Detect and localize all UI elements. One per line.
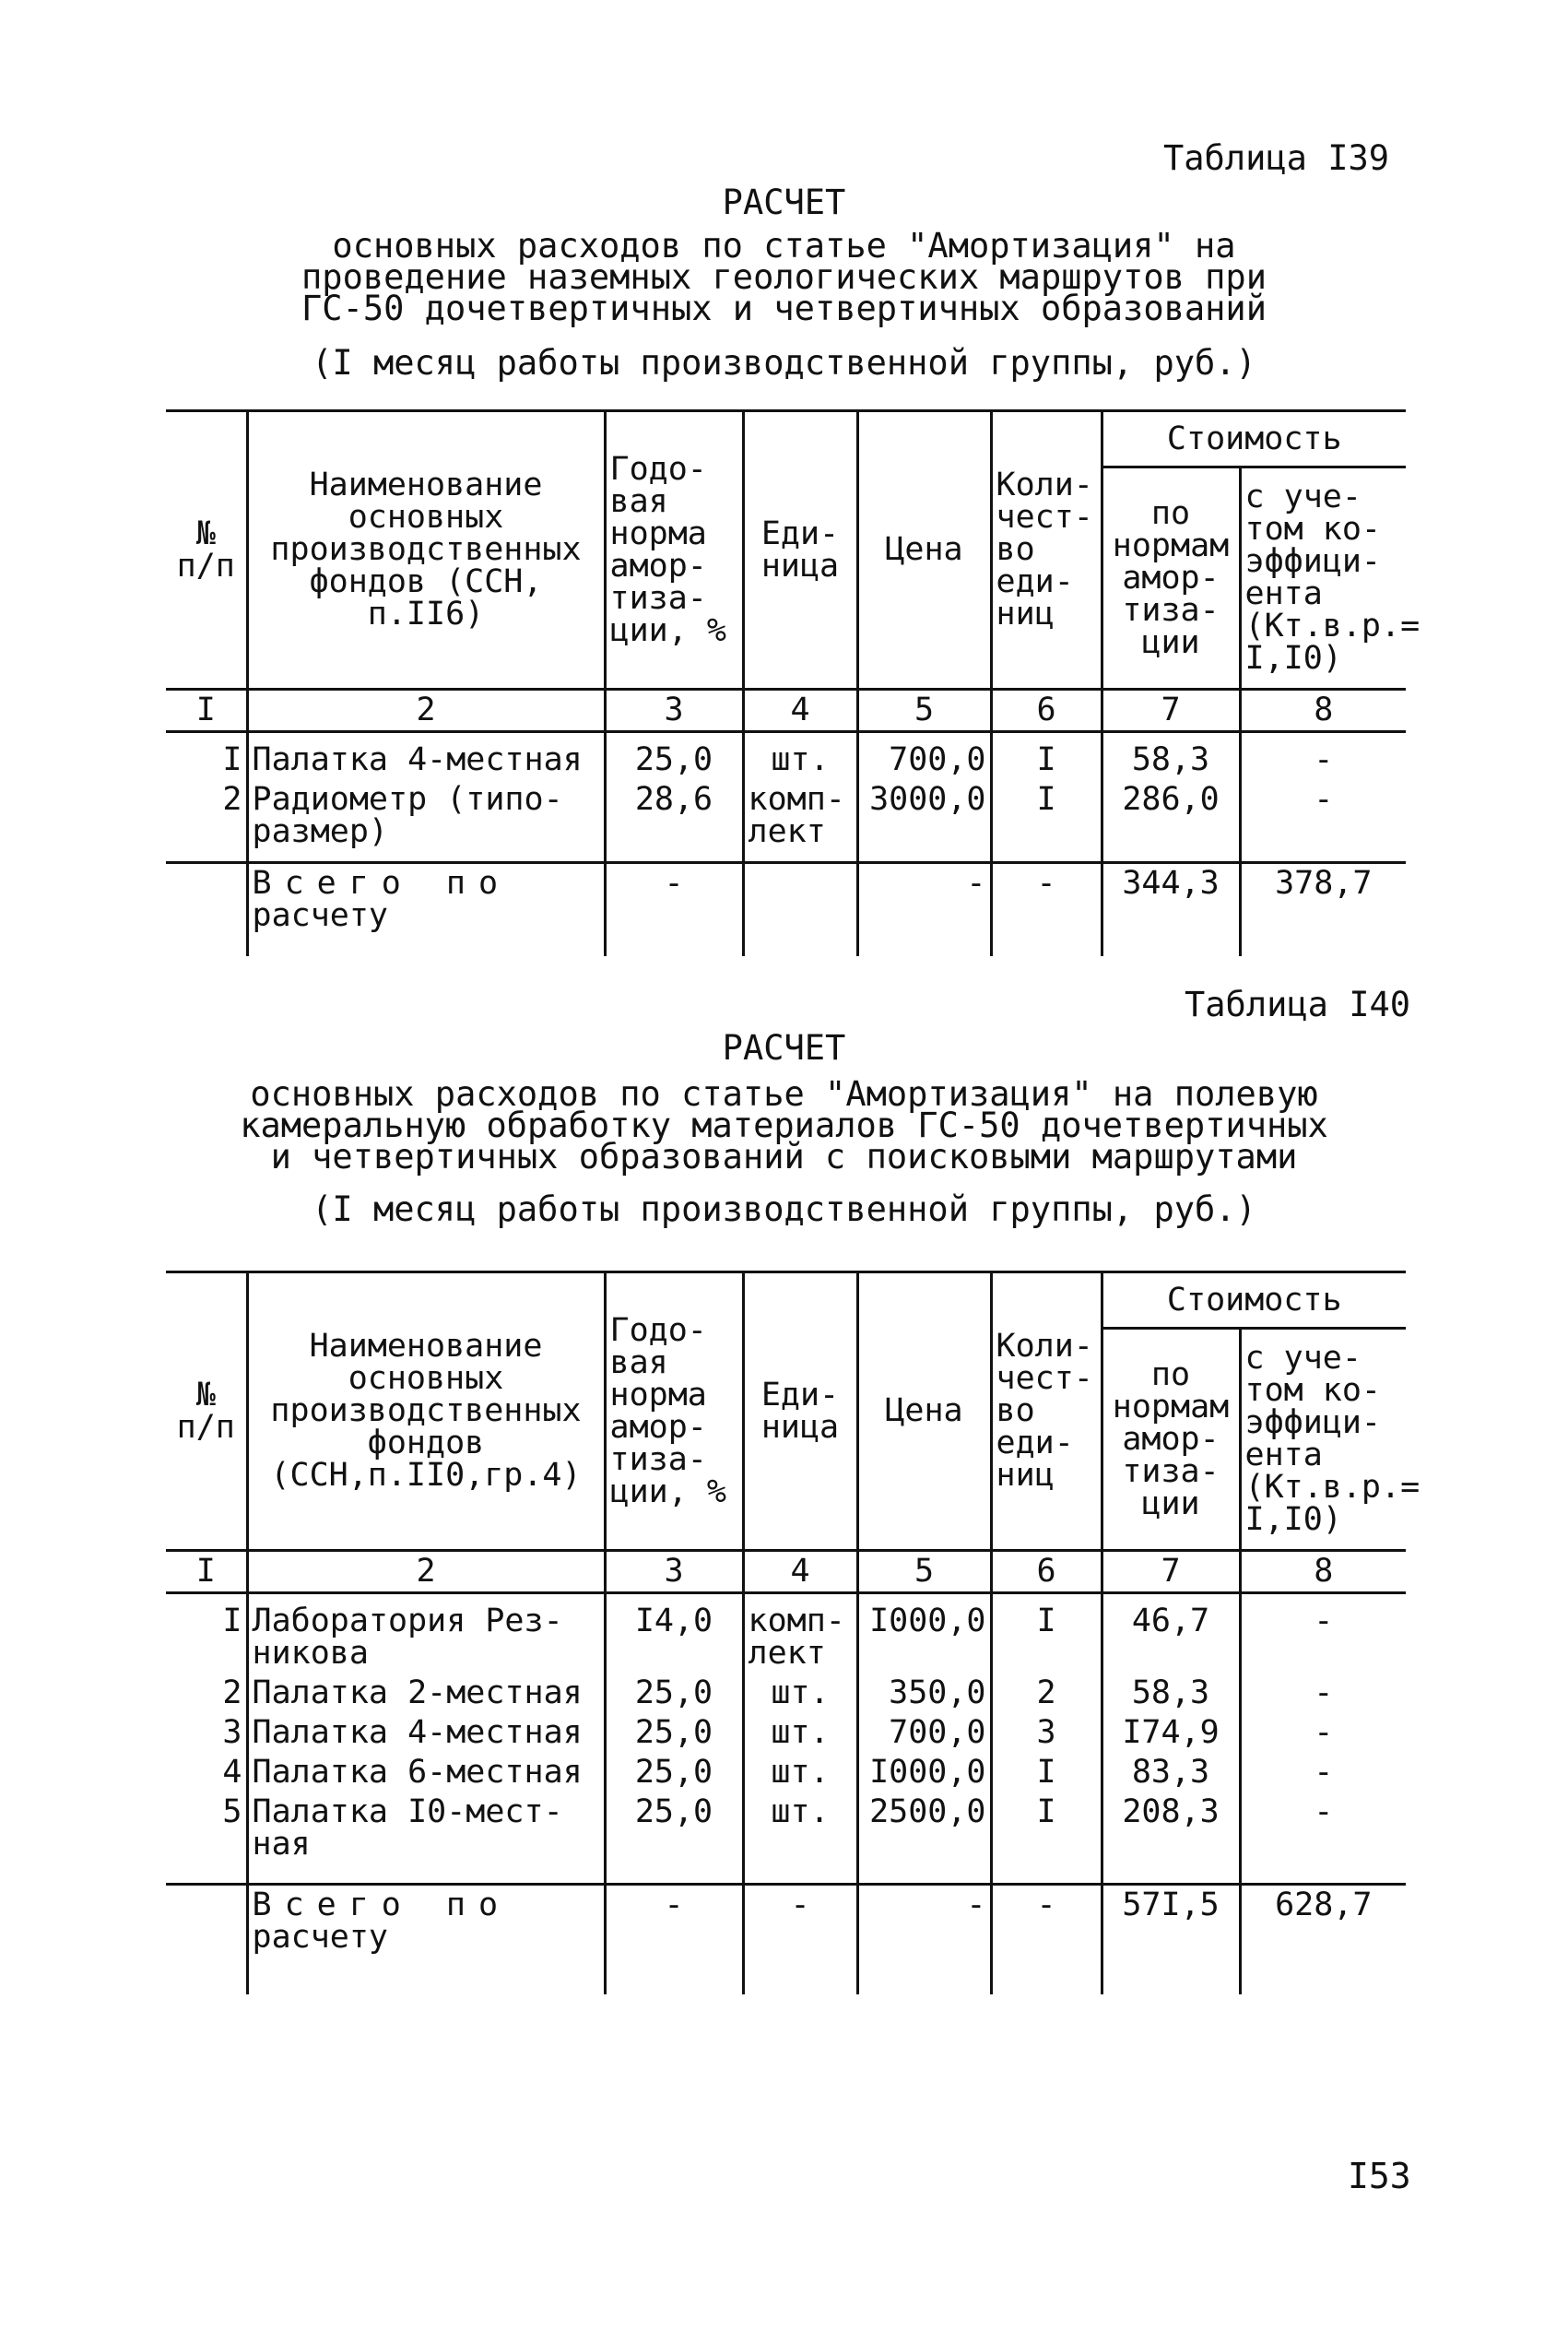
- total-norm: -: [605, 1885, 743, 1995]
- table-row: [166, 1593, 1406, 1674]
- table-140-subtitle-2: камеральную обработку материалов ГС-50 дочетвертичных: [240, 1106, 1328, 1145]
- table-row: [166, 1792, 1406, 1885]
- col-number: 7: [1102, 690, 1240, 732]
- header-price: Цена: [857, 1272, 991, 1551]
- col-number: 5: [857, 1551, 991, 1593]
- col-number: I: [166, 690, 247, 732]
- col-number: 4: [743, 690, 857, 732]
- row-cost: 58,3: [1102, 1674, 1240, 1713]
- row-coef: -: [1240, 1593, 1406, 1674]
- table-140-subtitle-3: и четвертичных образований с поисковыми маршрутами: [270, 1137, 1298, 1177]
- table-row: [166, 1713, 1406, 1753]
- header-num: № п/п: [166, 411, 247, 690]
- header-cost: Стоимость: [1102, 411, 1406, 467]
- col-number: 3: [605, 1551, 743, 1593]
- row-cost: 286,0: [1102, 780, 1240, 863]
- row-number: 2: [166, 1674, 247, 1713]
- row-unit: шт.: [743, 1792, 857, 1885]
- row-norm: 25,0: [605, 1713, 743, 1753]
- table-139-heading: РАСЧЕТ: [722, 183, 846, 222]
- row-cost: I74,9: [1102, 1713, 1240, 1753]
- col-number: I: [166, 1551, 247, 1593]
- row-unit: комп-лект: [743, 1593, 857, 1674]
- total-coef: 378,7: [1240, 863, 1406, 957]
- total-norm: -: [605, 863, 743, 957]
- total-coef: 628,7: [1240, 1885, 1406, 1995]
- table-139-subtitle-1: основных расходов по статье "Амортизация" на: [332, 226, 1236, 266]
- header-num: № п/п: [166, 1272, 247, 1551]
- header-cost-norm: по нормам амор-тиза-ции: [1102, 467, 1240, 690]
- row-unit: шт.: [743, 732, 857, 781]
- header-unit: Еди-ница: [743, 411, 857, 690]
- row-coef: -: [1240, 1713, 1406, 1753]
- col-number: 7: [1102, 1551, 1240, 1593]
- table-139-subtitle-3: ГС-50 дочетвертичных и четвертичных образований: [301, 289, 1267, 328]
- row-cost: 58,3: [1102, 732, 1240, 781]
- col-number: 2: [247, 1551, 605, 1593]
- row-number: 2: [166, 780, 247, 863]
- header-norm: Годо-вая норма амор-тиза-ции, %: [605, 1272, 743, 1551]
- row-price: I000,0: [857, 1593, 991, 1674]
- header-name: Наименование основных производственных фондов (ССН,п.II0,гр.4): [247, 1272, 605, 1551]
- row-price: 2500,0: [857, 1792, 991, 1885]
- col-number: 5: [857, 690, 991, 732]
- table-row: [166, 780, 1406, 863]
- row-coef: -: [1240, 1753, 1406, 1792]
- total-label: Всего по: [252, 1886, 512, 1923]
- row-name: Палатка 4-местная: [247, 732, 605, 781]
- total-unit: [743, 863, 857, 957]
- row-number: I: [166, 732, 247, 781]
- table-row: [166, 1674, 1406, 1713]
- table-140-label: Таблица I40: [1185, 985, 1411, 1024]
- table-140-heading: РАСЧЕТ: [722, 1028, 846, 1068]
- total-label-2: расчету: [252, 1919, 389, 1956]
- row-cost: 83,3: [1102, 1753, 1240, 1792]
- row-name: Радиометр (типо-размер): [247, 780, 605, 863]
- header-price: Цена: [857, 411, 991, 690]
- header-cost-coef: с уче-том ко-эффици-ента (Кт.в.р.= I,I0): [1240, 1329, 1406, 1551]
- header-name: Наименование основных производственных фондов (ССН, п.II6): [247, 411, 605, 690]
- row-number: 4: [166, 1753, 247, 1792]
- total-price: -: [857, 1885, 991, 1995]
- table-139-period: (I месяц работы производственной группы, руб.): [312, 343, 1256, 383]
- total-unit: -: [743, 1885, 857, 1995]
- row-name: Палатка 2-местная: [247, 1674, 605, 1713]
- table-139-label: Таблица I39: [1163, 138, 1390, 178]
- table-row: [166, 1753, 1406, 1792]
- total-label: Всего по: [252, 865, 512, 902]
- row-norm: 25,0: [605, 1753, 743, 1792]
- row-name: Палатка I0-мест-ная: [247, 1792, 605, 1885]
- table-140-period: (I месяц работы производственной группы, руб.): [312, 1189, 1256, 1229]
- row-name: Лаборатория Рез-никова: [247, 1593, 605, 1674]
- row-coef: -: [1240, 780, 1406, 863]
- row-unit: шт.: [743, 1713, 857, 1753]
- row-qty: I: [991, 1593, 1102, 1674]
- header-unit: Еди-ница: [743, 1272, 857, 1551]
- row-number: 5: [166, 1792, 247, 1885]
- row-qty: 3: [991, 1713, 1102, 1753]
- col-number: 8: [1240, 1551, 1406, 1593]
- row-norm: I4,0: [605, 1593, 743, 1674]
- total-price: -: [857, 863, 991, 957]
- table-row: [166, 732, 1406, 781]
- table-139-subtitle-2: проведение наземных геологических маршрутов при: [301, 257, 1267, 297]
- row-unit: комп-лект: [743, 780, 857, 863]
- header-qty: Коли-чест-во еди-ниц: [991, 1272, 1102, 1551]
- row-unit: шт.: [743, 1753, 857, 1792]
- col-number: 6: [991, 1551, 1102, 1593]
- row-number: 3: [166, 1713, 247, 1753]
- row-number: I: [166, 1593, 247, 1674]
- total-row: [166, 1885, 1406, 1995]
- row-price: 700,0: [857, 732, 991, 781]
- row-coef: -: [1240, 1792, 1406, 1885]
- header-cost-norm: по нормам амор-тиза-ции: [1102, 1329, 1240, 1551]
- header-norm: Годо-вая норма амор-тиза-ции, %: [605, 411, 743, 690]
- header-cost: Стоимость: [1102, 1272, 1406, 1329]
- row-unit: шт.: [743, 1674, 857, 1713]
- header-qty: Коли-чест-во еди-ниц: [991, 411, 1102, 690]
- col-number: 6: [991, 690, 1102, 732]
- row-qty: I: [991, 1753, 1102, 1792]
- row-price: 700,0: [857, 1713, 991, 1753]
- col-number: 4: [743, 1551, 857, 1593]
- header-cost-coef: с уче-том ко-эффици-ента (Кт.в.р.= I,I0): [1240, 467, 1406, 690]
- row-qty: I: [991, 1792, 1102, 1885]
- row-price: I000,0: [857, 1753, 991, 1792]
- row-norm: 25,0: [605, 732, 743, 781]
- row-coef: -: [1240, 1674, 1406, 1713]
- page-number: I53: [1348, 2156, 1411, 2196]
- col-number: 2: [247, 690, 605, 732]
- row-norm: 28,6: [605, 780, 743, 863]
- row-price: 350,0: [857, 1674, 991, 1713]
- row-coef: -: [1240, 732, 1406, 781]
- row-cost: 208,3: [1102, 1792, 1240, 1885]
- row-qty: I: [991, 780, 1102, 863]
- total-cost: 57I,5: [1102, 1885, 1240, 1995]
- row-qty: 2: [991, 1674, 1102, 1713]
- row-norm: 25,0: [605, 1674, 743, 1713]
- total-qty: -: [991, 1885, 1102, 1995]
- row-name: Палатка 4-местная: [247, 1713, 605, 1753]
- row-cost: 46,7: [1102, 1593, 1240, 1674]
- row-price: 3000,0: [857, 780, 991, 863]
- table-139: [166, 409, 1421, 956]
- row-norm: 25,0: [605, 1792, 743, 1885]
- row-qty: I: [991, 732, 1102, 781]
- table-140-subtitle-1: основных расходов по статье "Амортизация" на полевую: [250, 1074, 1318, 1114]
- col-number: 8: [1240, 690, 1406, 732]
- total-cost: 344,3: [1102, 863, 1240, 957]
- total-row: [166, 863, 1406, 957]
- total-label-2: расчету: [252, 897, 389, 934]
- table-140: [166, 1271, 1421, 1994]
- total-qty: -: [991, 863, 1102, 957]
- col-number: 3: [605, 690, 743, 732]
- row-name: Палатка 6-местная: [247, 1753, 605, 1792]
